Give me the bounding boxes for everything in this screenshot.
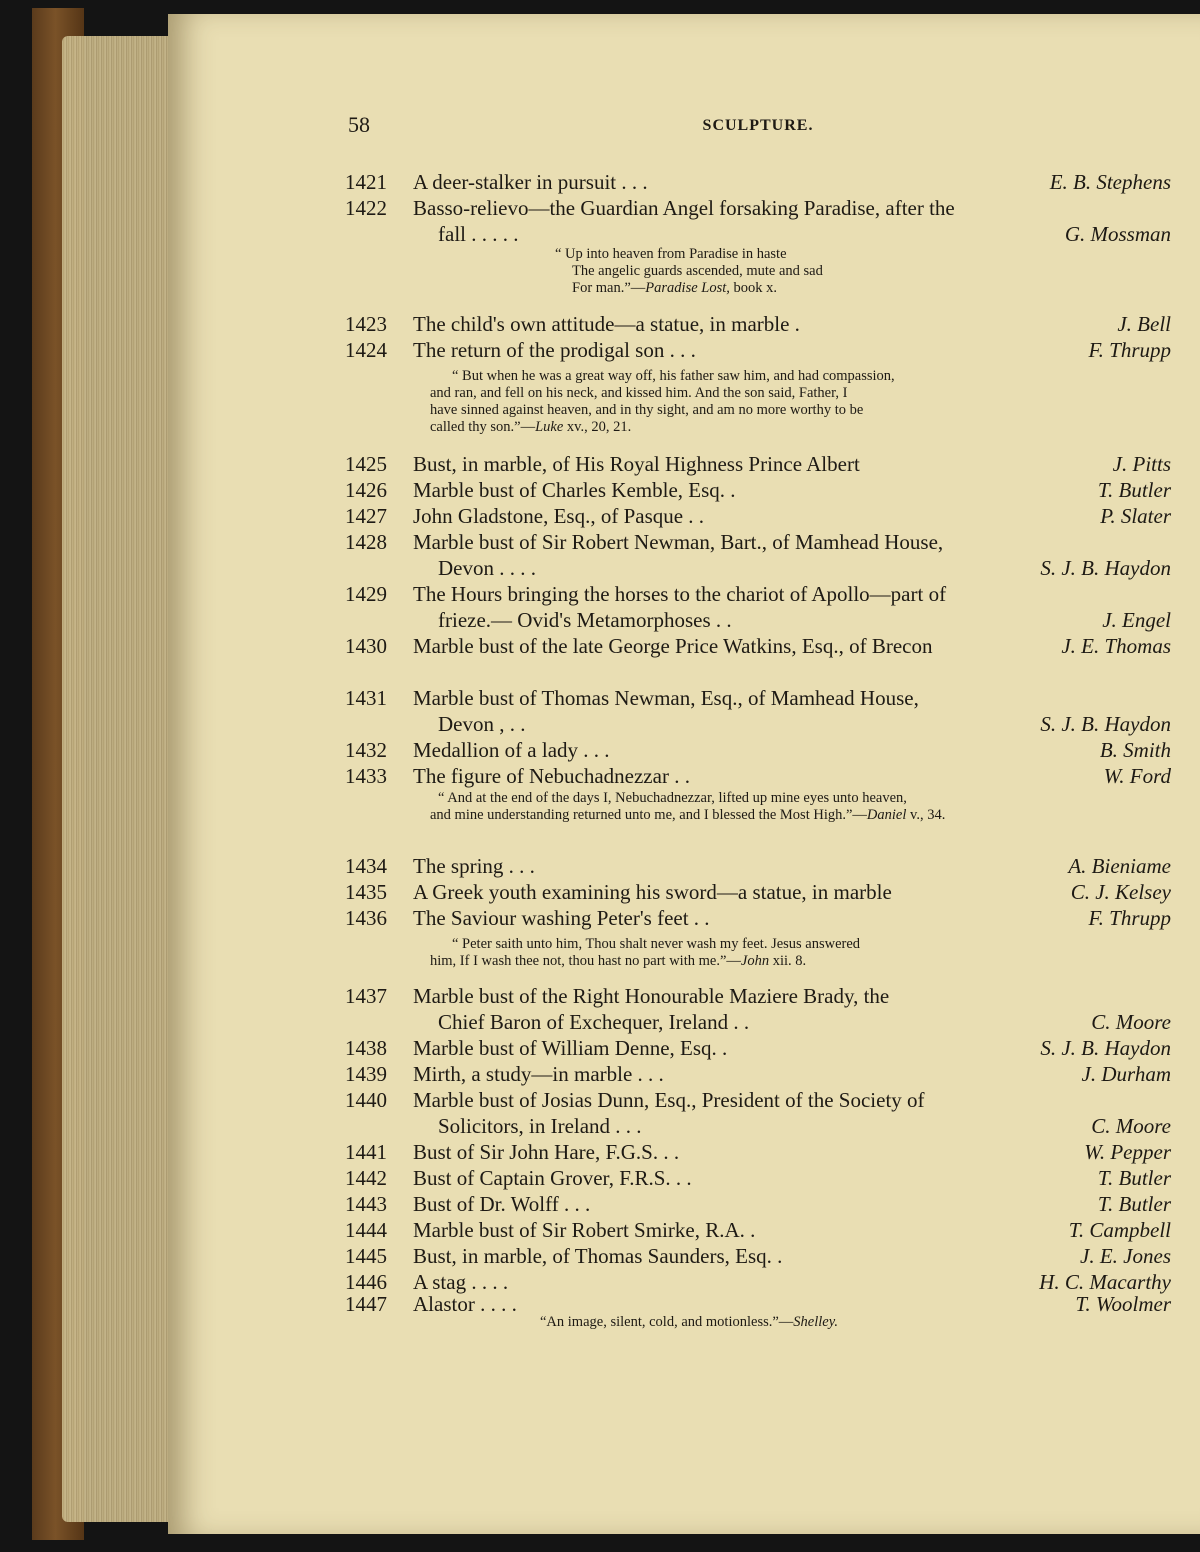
- entry-artist: B. Smith: [1099, 738, 1171, 762]
- catalogue-entry: [345, 168, 1173, 196]
- catalogue-entry: [345, 194, 1173, 222]
- entry-artist: C. Moore: [1091, 1114, 1171, 1138]
- entry-artist: J. Pitts: [1112, 452, 1171, 476]
- catalogue-entry: [345, 736, 1173, 764]
- entry-title: Bust of Dr. Wolff . . .: [413, 1192, 591, 1216]
- entry-artist: E. B. Stephens: [1049, 170, 1171, 194]
- catalogue-entry-continuation: [345, 710, 1173, 738]
- catalogue-entry: [345, 852, 1173, 880]
- entry-title: The figure of Nebuchadnezzar . .: [413, 764, 690, 788]
- quote-text: “ But when he was a great way off, his father saw him, and had compassion,: [452, 368, 895, 384]
- quote-text: “ Peter saith unto him, Thou shalt never wash my feet. Jesus answered: [452, 936, 861, 952]
- quote-line: [430, 807, 945, 824]
- catalogue-entry: [345, 450, 1173, 478]
- entry-number: 1444: [345, 1218, 387, 1242]
- quote-line: [555, 246, 787, 263]
- entry-artist: J. Engel: [1102, 608, 1171, 632]
- entry-artist: T. Butler: [1097, 1166, 1171, 1190]
- entry-title: John Gladstone, Esq., of Pasque . .: [413, 504, 705, 528]
- quote-text: and mine understanding returned unto me, and I blessed the Most High.”—: [430, 807, 867, 823]
- quote-text: and ran, and fell on his neck, and kissed him. And the son said, Father, I: [430, 385, 848, 401]
- entry-title: Marble bust of William Denne, Esq. .: [413, 1036, 728, 1060]
- entry-artist: T. Butler: [1097, 1192, 1171, 1216]
- quote-text: have sinned against heaven, and in thy sight, and am no more worthy to be: [430, 402, 864, 418]
- catalogue-entry: [345, 632, 1173, 660]
- quote-source: John: [740, 953, 770, 969]
- entry-title-continuation: frieze.— Ovid's Metamorphoses . .: [438, 608, 732, 632]
- entry-artist: G. Mossman: [1064, 222, 1171, 246]
- entry-number: 1425: [345, 452, 387, 476]
- entry-title: The child's own attitude—a statue, in marble .: [413, 312, 800, 336]
- entry-number: 1433: [345, 764, 387, 788]
- entry-title: The Hours bringing the horses to the chariot of Apollo—part of: [413, 582, 947, 606]
- entry-artist: S. J. B. Haydon: [1040, 556, 1171, 580]
- quote-line: [430, 402, 863, 419]
- entry-number: 1446: [345, 1270, 387, 1294]
- quote-line: [452, 368, 895, 385]
- quote-line: [430, 419, 631, 436]
- entry-artist: F. Thrupp: [1088, 338, 1171, 362]
- catalogue-entry: [345, 502, 1173, 530]
- entry-title: Medallion of a lady . . .: [413, 738, 610, 762]
- entry-artist: H. C. Macarthy: [1039, 1270, 1171, 1294]
- entry-title: The Saviour washing Peter's feet . .: [413, 906, 710, 930]
- entry-number: 1447: [345, 1292, 387, 1316]
- running-title: SCULPTURE.: [702, 117, 814, 134]
- page-header: [348, 112, 1168, 142]
- entry-title: Marble bust of the late George Price Watkins, Esq., of Brecon: [413, 634, 933, 658]
- entry-title: Marble bust of Sir Robert Newman, Bart., of Mamhead House,: [413, 530, 944, 554]
- quote-line: [452, 936, 860, 953]
- quote-text: “ And at the end of the days I, Nebuchadnezzar, lifted up mine eyes unto heaven,: [438, 790, 907, 806]
- catalogue-entry: [345, 1216, 1173, 1244]
- entry-number: 1442: [345, 1166, 387, 1190]
- quote-text: For man.”—: [572, 280, 646, 296]
- catalogue-entry-continuation: [345, 606, 1173, 634]
- catalogue-entry: [345, 762, 1173, 790]
- quote-source: Shelley.: [793, 1314, 838, 1330]
- page-edges: [62, 36, 174, 1522]
- entry-title: Marble bust of Sir Robert Smirke, R.A. .: [413, 1218, 756, 1242]
- quote-text: “ Up into heaven from Paradise in haste: [555, 246, 787, 262]
- entry-artist: J. E. Thomas: [1061, 634, 1171, 658]
- entry-artist: T. Butler: [1097, 478, 1171, 502]
- entry-number: 1445: [345, 1244, 387, 1268]
- entry-artist: F. Thrupp: [1088, 906, 1171, 930]
- entry-number: 1430: [345, 634, 387, 658]
- entry-artist: J. Bell: [1117, 312, 1171, 336]
- catalogue-entry-continuation: [345, 1008, 1173, 1036]
- entry-title: A stag . . . .: [413, 1270, 509, 1294]
- quote-reference: book x.: [729, 280, 778, 296]
- quote-line: [430, 953, 806, 970]
- entry-title-continuation: Solicitors, in Ireland . . .: [438, 1114, 642, 1138]
- entry-title: Bust of Sir John Hare, F.G.S. . .: [413, 1140, 680, 1164]
- entry-artist: C. J. Kelsey: [1070, 880, 1171, 904]
- quote-text: him, If I wash thee not, thou hast no part with me.”—: [430, 953, 741, 969]
- entry-artist: P. Slater: [1100, 504, 1171, 528]
- catalogue-entry: [345, 1190, 1173, 1218]
- catalogue-entry: [345, 1060, 1173, 1088]
- page-number: 58: [348, 112, 370, 137]
- entry-title-continuation: Devon . . . .: [438, 556, 536, 580]
- entry-title: Marble bust of Josias Dunn, Esq., President of the Society of: [413, 1088, 925, 1112]
- entry-artist: W. Pepper: [1084, 1140, 1171, 1164]
- entry-title-continuation: Devon , . .: [438, 712, 526, 736]
- catalogue-entry: [345, 878, 1173, 906]
- entry-artist: A. Bieniame: [1068, 854, 1171, 878]
- catalogue-entry: [345, 310, 1173, 338]
- quote-line: [540, 1314, 838, 1331]
- entry-artist: S. J. B. Haydon: [1040, 1036, 1171, 1060]
- entry-artist: W. Ford: [1103, 764, 1171, 788]
- catalogue-entry: [345, 476, 1173, 504]
- catalogue-entry: [345, 336, 1173, 364]
- entry-number: 1435: [345, 880, 387, 904]
- entry-title: Marble bust of Charles Kemble, Esq. .: [413, 478, 736, 502]
- entry-number: 1423: [345, 312, 387, 336]
- entry-title: Mirth, a study—in marble . . .: [413, 1062, 664, 1086]
- entry-number: 1438: [345, 1036, 387, 1060]
- entry-number: 1432: [345, 738, 387, 762]
- catalogue-entry: [345, 982, 1173, 1010]
- quote-source: Paradise Lost,: [645, 280, 730, 296]
- entry-number: 1421: [345, 170, 387, 194]
- entry-number: 1436: [345, 906, 387, 930]
- entry-title: The spring . . .: [413, 854, 535, 878]
- entry-title-continuation: fall . . . . .: [438, 222, 519, 246]
- entry-title: Basso-relievo—the Guardian Angel forsaking Paradise, after the: [413, 196, 955, 220]
- catalogue-entry: [345, 580, 1173, 608]
- entry-title: Marble bust of the Right Honourable Maziere Brady, the: [413, 984, 890, 1008]
- quote-source: Daniel: [866, 807, 907, 823]
- entry-number: 1439: [345, 1062, 387, 1086]
- quote-text: The angelic guards ascended, mute and sad: [572, 263, 823, 279]
- quote-reference: v., 34.: [906, 807, 946, 823]
- entry-number: 1431: [345, 686, 387, 710]
- entry-number: 1434: [345, 854, 387, 878]
- entry-artist: J. E. Jones: [1080, 1244, 1171, 1268]
- entry-number: 1422: [345, 196, 387, 220]
- entry-number: 1427: [345, 504, 387, 528]
- catalogue-entry: [345, 684, 1173, 712]
- catalogue-entry: [345, 1138, 1173, 1166]
- quote-text: called thy son.”—: [430, 419, 536, 435]
- catalogue-entry: [345, 528, 1173, 556]
- entry-number: 1426: [345, 478, 387, 502]
- entry-artist: S. J. B. Haydon: [1040, 712, 1171, 736]
- catalogue-entry: [345, 1242, 1173, 1270]
- entry-title: Bust of Captain Grover, F.R.S. . .: [413, 1166, 692, 1190]
- quote-line: [430, 385, 847, 402]
- entry-number: 1437: [345, 984, 387, 1008]
- quote-line: [572, 280, 777, 297]
- quote-reference: xii. 8.: [769, 953, 807, 969]
- catalogue-entry-continuation: [345, 554, 1173, 582]
- entry-artist: J. Durham: [1081, 1062, 1171, 1086]
- entry-title: Bust, in marble, of Thomas Saunders, Esq. .: [413, 1244, 783, 1268]
- entry-title: A deer-stalker in pursuit . . .: [413, 170, 648, 194]
- entry-artist: T. Woolmer: [1075, 1292, 1171, 1316]
- entry-number: 1440: [345, 1088, 387, 1112]
- entry-title-continuation: Chief Baron of Exchequer, Ireland . .: [438, 1010, 750, 1034]
- entry-title: The return of the prodigal son . . .: [413, 338, 696, 362]
- entry-number: 1441: [345, 1140, 387, 1164]
- catalogue-entry: [345, 1086, 1173, 1114]
- entry-number: 1424: [345, 338, 387, 362]
- quote-line: [438, 790, 907, 807]
- quote-reference: xv., 20, 21.: [563, 419, 632, 435]
- entry-title: Bust, in marble, of His Royal Highness Prince Albert: [413, 452, 860, 476]
- catalogue-entry: [345, 904, 1173, 932]
- quote-text: “An image, silent, cold, and motionless.”—: [540, 1314, 794, 1330]
- catalogue-entry: [345, 1164, 1173, 1192]
- catalogue-entry: [345, 1034, 1173, 1062]
- entry-title: A Greek youth examining his sword—a statue, in marble: [413, 880, 892, 904]
- quote-source: Luke: [535, 419, 564, 435]
- entry-artist: C. Moore: [1091, 1010, 1171, 1034]
- entry-number: 1443: [345, 1192, 387, 1216]
- catalogue-entry-continuation: [345, 1112, 1173, 1140]
- entry-artist: T. Campbell: [1068, 1218, 1171, 1242]
- entry-number: 1428: [345, 530, 387, 554]
- entry-number: 1429: [345, 582, 387, 606]
- entry-title: Marble bust of Thomas Newman, Esq., of Mamhead House,: [413, 686, 919, 710]
- catalogue-entry-continuation: [345, 220, 1173, 248]
- quote-line: [572, 263, 823, 280]
- entry-title: Alastor . . . .: [413, 1292, 517, 1316]
